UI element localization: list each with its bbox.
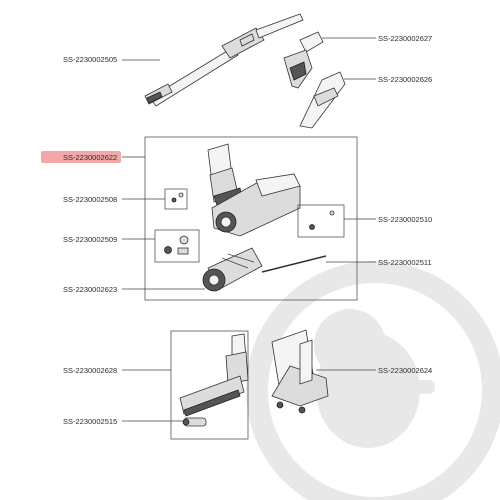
part-label-2230002626[interactable]: SS-2230002626 xyxy=(378,75,433,84)
part-label-2230002515[interactable]: SS-2230002515 xyxy=(63,417,118,426)
part-label-2230002624[interactable]: SS-2230002624 xyxy=(378,366,433,375)
mini-turbo-brush-part[interactable] xyxy=(180,334,248,416)
screw-set-part[interactable] xyxy=(165,189,187,209)
small-brush-part[interactable] xyxy=(183,418,206,426)
part-label-2230002509[interactable]: SS-2230002509 xyxy=(63,235,118,244)
wheel-kit-part[interactable] xyxy=(155,230,199,262)
part-label-2230002511[interactable]: SS-2230002511 xyxy=(378,258,432,267)
screw-kit-part[interactable] xyxy=(298,205,344,237)
part-label-2230002628[interactable]: SS-2230002628 xyxy=(63,366,118,375)
nozzle-part[interactable] xyxy=(300,72,345,128)
part-label-2230002510[interactable]: SS-2230002510 xyxy=(378,215,433,224)
crevice-tool-part[interactable] xyxy=(284,32,323,88)
part-label-2230002627[interactable]: SS-2230002627 xyxy=(378,34,433,43)
axle-rod-part[interactable] xyxy=(262,256,326,272)
part-label-2230002622[interactable]: SS-2230002622 xyxy=(63,153,118,162)
floor-head-part[interactable] xyxy=(208,144,300,236)
part-label-2230002505[interactable]: SS-2230002505 xyxy=(63,55,118,64)
brush-roll-part[interactable] xyxy=(203,248,262,291)
extension-wand-part[interactable] xyxy=(145,14,303,106)
part-label-2230002508[interactable]: SS-2230002508 xyxy=(63,195,118,204)
part-label-2230002623[interactable]: SS-2230002623 xyxy=(63,285,118,294)
